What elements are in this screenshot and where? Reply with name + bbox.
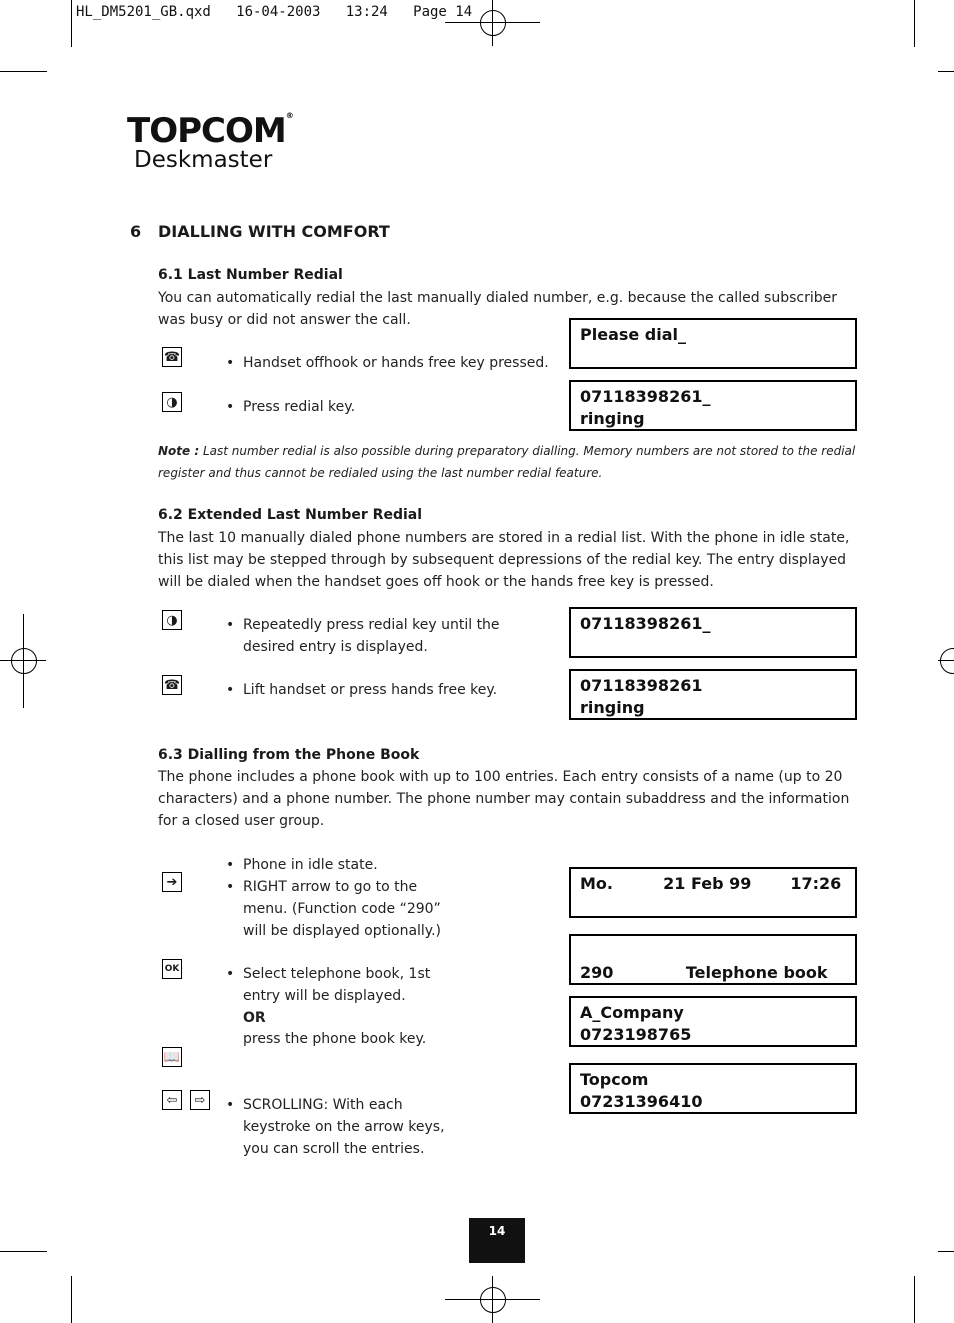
print-slug: HL_DM5201_GB.qxd 16-04-2003 13:24 Page 14 [76, 4, 473, 20]
right-arrow-key-icon: ⇨ [190, 1090, 210, 1110]
lcd-display: Mo. 21 Feb 99 17:26 [569, 867, 857, 918]
crop-mark [914, 1276, 915, 1323]
left-arrow-key-icon: ⇦ [162, 1090, 182, 1110]
subsection-heading-6-2: 6.2 Extended Last Number Redial [158, 507, 423, 523]
ok-key-icon: OK [162, 959, 182, 979]
crop-mark [914, 0, 915, 47]
step-bullet: • RIGHT arrow to go to the menu. (Function code “290” will be displayed optionally.) [226, 879, 442, 939]
paragraph-6-3: The phone includes a phone book with up to 100 entries. Each entry consists of a name (up to 20 characters) and a phone number. The phone number may contain subaddress and the information for a closed user group. [158, 769, 850, 829]
registration-mark [480, 10, 506, 36]
step-bullet: • Select telephone book, 1st entry will be displayed. OR press the phone book key. [226, 966, 431, 1048]
section-heading: 6 DIALLING WITH COMFORT [130, 222, 390, 241]
registration-line [23, 614, 24, 708]
crop-mark [71, 1276, 72, 1323]
paragraph-6-1: You can automatically redial the last manually dialed number, e.g. because the called subscriber was busy or did not answer the call. [158, 290, 837, 328]
paragraph-6-2: The last 10 manually dialed phone numbers are stored in a redial list. With the phone in idle state, this list may be stepped through by subsequent depressions of the redial key. The entry displayed will be dialed when the handset goes off hook or the hands free key is pressed. [158, 530, 850, 590]
crop-mark [938, 1251, 954, 1252]
handset-key-icon: ☎ [162, 347, 182, 367]
phonebook-key-icon: 📖 [162, 1047, 182, 1067]
crop-mark [71, 0, 72, 47]
redial-key-icon: ◑ [162, 610, 182, 630]
lcd-display: Topcom 07231396410 [569, 1063, 857, 1114]
lcd-display: 07118398261 ringing [569, 669, 857, 720]
step-bullet: • Press redial key. [226, 399, 356, 415]
step-bullet: • Lift handset or press hands free key. [226, 682, 498, 698]
lcd-display: 07118398261_ ringing [569, 380, 857, 431]
product-name: Deskmaster [134, 147, 273, 173]
crop-mark [0, 71, 47, 72]
right-arrow-key-icon: ➔ [162, 872, 182, 892]
handset-key-icon: ☎ [162, 675, 182, 695]
note: Note : Last number redial is also possible during preparatory dialling. Memory numbers are not stored to the redial register and thus cannot be redialed using the last number redial feature. [158, 444, 856, 480]
subsection-heading-6-1: 6.1 Last Number Redial [158, 267, 343, 283]
crop-mark [0, 1251, 47, 1252]
subsection-heading-6-3: 6.3 Dialling from the Phone Book [158, 747, 420, 763]
registration-line [492, 0, 493, 46]
registration-line [492, 1276, 493, 1323]
registration-mark [11, 648, 37, 674]
registration-mark [940, 648, 954, 674]
redial-key-icon: ◑ [162, 392, 182, 412]
step-bullet: • SCROLLING: With each keystroke on the arrow keys, you can scroll the entries. [226, 1097, 445, 1157]
lcd-display: 07118398261_ [569, 607, 857, 658]
topcom-logo: TOPCOM® [127, 111, 293, 151]
lcd-display: Please dial_ [569, 318, 857, 369]
step-bullet: • Phone in idle state. [226, 857, 378, 873]
lcd-display: A_Company 0723198765 [569, 996, 857, 1047]
crop-mark [938, 71, 954, 72]
registration-line [938, 660, 954, 661]
lcd-display: 290 Telephone book [569, 934, 857, 985]
step-bullet: • Handset offhook or hands free key pressed. [226, 355, 549, 371]
registration-mark [480, 1287, 506, 1313]
step-bullet: • Repeatedly press redial key until the desired entry is displayed. [226, 617, 500, 655]
page-number: 14 [469, 1218, 525, 1263]
